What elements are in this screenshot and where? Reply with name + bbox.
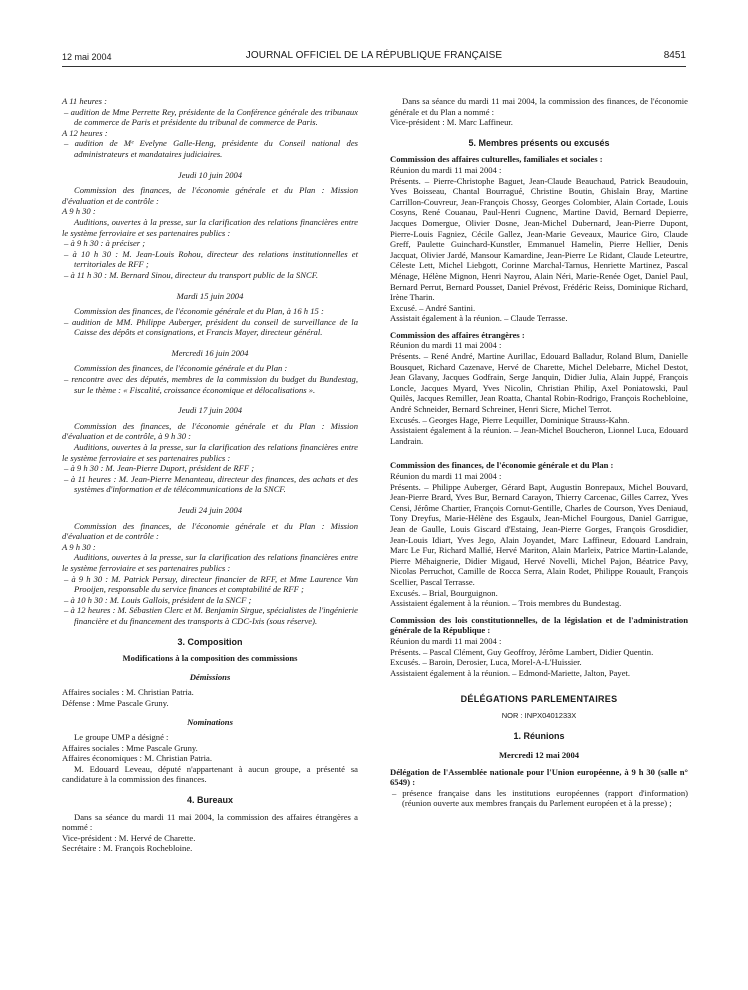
section-heading: 1. Réunions [513,731,565,742]
paragraph: – rencontre avec des députés, membres de la commission du budget du Bundestag, sur le thème : « Fiscalité, croissance économique et délocalisations ». [64,374,358,395]
paragraph: Secrétaire : M. François Rochebloine. [62,843,193,854]
date-heading: Jeudi 24 juin 2004 [177,505,243,515]
paragraph: Assistaient également à la réunion. – Trois membres du Bundestag. [390,598,622,609]
date-heading: Mercredi 16 juin 2004 [171,347,249,358]
paragraph: – à 10 h 30 : M. Jean-Louis Rohou, directeur des relations institutionnelles et territoriales de RFF ; [64,248,358,270]
commission-heading: Commission des finances, de l'économie générale et du Plan : [390,460,614,471]
paragraph: Auditions, ouvertes à la presse, sur la clarification des relations financières entre le système ferroviaire et ses partenaires publics : [62,216,358,238]
paragraph: Assistaient également à la réunion. – Edmond-Mariette, Jalton, Payet. [390,667,631,678]
delegations-heading: DÉLÉGATIONS PARLEMENTAIRES [460,694,618,705]
paragraph: Commission des finances, de l'économie générale et du Plan : [74,363,288,374]
paragraph: Vice-président : M. Marc Laffineur. [390,117,513,128]
paragraph: Excusés. – Brial, Bourguignon. [390,587,498,598]
date-heading: Jeudi 17 juin 2004 [177,405,243,416]
header-title: JOURNAL OFFICIEL DE LA RÉPUBLIQUE FRANÇAISE [245,50,503,61]
paragraph: – à 9 h 30 : M. Jean-Pierre Duport, président de RFF ; [64,463,255,474]
section-heading: 4. Bureaux [186,795,234,806]
paragraph: Affaires sociales : M. Christian Patria. [62,687,194,698]
commission-heading: Commission des lois constitutionnelles, de la législation et de l'administration générale de la République : [390,614,688,636]
paragraph: Présents. – René André, Martine Aurillac, Edouard Balladur, Roland Blum, Danielle Bousquet, Richard Cazenave, Hervé de Charette, Michel Delebarre, Michel Destot, Jean Glavany, Jacques Godfrain, Serge Janquin, Didier Julia, Alain Juppé, François Loncle, Jacques Myard, Yves Nicolin, Christian Philip, Axel Poniatowski, Paul Quilès, Jacques Remiller, Jean Roatta, Chantal Robin-Rodrigo, François Rochebloine, André Schneider, Bernard Schreiner, Henri Sicre, Michel Terrot. [390,351,688,415]
paragraph: Présents. – Pierre-Christophe Baguet, Jean-Claude Beauchaud, Patrick Beaudouin, Yves Boisseau, Chantal Bourragué, Christine Boutin, Ghislain Bray, Martine Carrillon-Couvreur, Jean-François Chossy, Georges Colombier, Alain Cortade, Louis Cosyns, René Couanau, Paul-Henri Cugnenc, Martine David, Bernard Depierre, Jacques Domergue, Olivier Dosne, Jean-Michel Dubernard, Jean-Pierre Dupont, Pierre-Louis Fagniez, Cécile Gallez, Jean-Marie Geveaux, Maurice Giro, Claude Greff, Paulette Guinchard-Kunstler, Emmanuel Hamelin, Pierre Hellier, Denis Jacquat, Olivier Jardé, Mansour Kamardine, Jean-Pierre Le Ridant, Claude Leteurtre, Céleste Lett, Michel Liebgott, Corinne Marchal-Tarnus, Henriette Martinez, Pascal Ménage, Hélène Mignon, Henri Nayrou, Alain Néri, Marie-Renée Oget, Daniel Paul, Bernard Perrut, Bernard Pousset, Daniel Prévost, Frédéric Reiss, Dominique Richard, Irène Tharin. [390,175,688,303]
paragraph: – à 9 h 30 : M. Patrick Persuy, directeur financier de RFF, et Mme Laurence Van Prooijen, responsable du service finances et comptabilité de RFF ; [64,573,358,595]
paragraph: A 12 heures : [62,127,108,138]
date-heading: Jeudi 10 juin 2004 [177,169,243,180]
paragraph: A 9 h 30 : [62,206,96,217]
paragraph: Excusé. – André Santini. [390,302,476,313]
subsection-italic-heading: Nominations [187,716,233,727]
section-heading: 5. Membres présents ou excusés [468,137,610,148]
paragraph: – audition de Mme Perrette Rey, présidente de la Conférence générale des tribunaux de commerce de Paris et présidente du tribunal de commerce de Paris. [64,106,358,128]
paragraph: Défense : Mme Pascale Gruny. [62,697,169,708]
date-heading: Mercredi 12 mai 2004 [498,750,580,761]
commission-heading: Délégation de l'Assemblée nationale pour l'Union européenne, à 9 h 30 (salle n° 6549) : [390,766,688,788]
date-heading: Mardi 15 juin 2004 [176,290,244,301]
paragraph: Affaires sociales : Mme Pascale Gruny. [62,742,198,753]
paragraph: – présence française dans les institutions européennes (rapport d'information) (réunion ouverte aux membres français du Parlement européen et à la presse) ; [392,787,688,809]
paragraph: Dans sa séance du mardi 11 mai 2004, la commission des finances, de l'économie générale et du Plan a nommé : [390,96,688,117]
paragraph: – audition de MM. Philippe Auberger, président du conseil de surveillance de la Caisse des dépôts et consignations, et Francis Mayer, directeur général. [64,316,358,338]
paragraph: – à 12 heures : M. Sébastien Clerc et M. Benjamin Sirgue, spécialistes de l'ingénierie financière et du financement des transports à CDC-Ixis (sous réserve). [64,605,358,626]
left-column [62,96,358,854]
paragraph: – à 10 h 30 : M. Louis Gallois, président de la SNCF ; [64,594,252,605]
paragraph: Réunion du mardi 11 mai 2004 : [390,164,502,175]
header-rule [62,66,686,67]
spacer [390,446,688,454]
subsection-heading: Modifications à la composition des commissions [122,653,298,664]
paragraph: Auditions, ouvertes à la presse, sur la clarification des relations financières entre le système ferroviaire et ses partenaires publics : [62,442,358,463]
paragraph: – à 9 h 30 : à préciser ; [64,238,146,249]
right-column [390,96,688,809]
paragraph: A 11 heures : [62,96,107,106]
paragraph: – audition de Mᵉ Evelyne Galle-Heng, présidente du Conseil national des administrateurs et mandataires judiciaires. [64,138,358,159]
subsection-italic-heading: Démissions [189,671,231,682]
paragraph: Le groupe UMP a désigné : [74,732,169,743]
paragraph: Affaires économiques : M. Christian Patria. [62,753,212,764]
paragraph: Excusés. – Baroin, Derosier, Luca, Morel-A-L'Huissier. [390,657,582,668]
paragraph: Excusés. – Georges Hage, Pierre Lequiller, Dominique Strauss-Kahn. [390,414,630,425]
paragraph: Assistait également à la réunion. – Claude Terrasse. [390,313,568,324]
paragraph: Présents. – Pascal Clément, Guy Geoffroy, Jérôme Lambert, Didier Quentin. [390,646,654,657]
section-heading: 3. Composition [177,636,243,647]
paragraph: Vice-président : M. Hervé de Charette. [62,832,196,843]
paragraph: Réunion du mardi 11 mai 2004 : [390,635,502,646]
paragraph: M. Edouard Leveau, député n'appartenant à aucun groupe, a présenté sa candidature à la commission des finances. [62,763,358,785]
paragraph: Commission des finances, de l'économie générale et du Plan, à 16 h 15 : [74,306,324,317]
paragraph: Commission des finances, de l'économie générale et du Plan : Mission d'évaluation et de contrôle, à 9 h 30 : [62,420,358,442]
paragraph: A 9 h 30 : [62,541,96,552]
paragraph: Commission des finances, de l'économie générale et du Plan : Mission d'évaluation et de contrôle : [62,185,358,206]
paragraph: Assistaient également à la réunion. – Jean-Michel Boucheron, Lionnel Luca, Edouard Landrain. [390,425,688,446]
paragraph: Réunion du mardi 11 mai 2004 : [390,471,502,481]
page-number: 8451 [663,50,686,61]
paragraph: Réunion du mardi 11 mai 2004 : [390,340,502,351]
page-header [62,50,686,64]
paragraph: Présents. – Philippe Auberger, Gérard Bapt, Augustin Bonrepaux, Michel Bouvard, Jean-Pierre Brard, Yves Bur, Bernard Carayon, Thierry Carcenac, Gilles Carrez, Yves Censi, Jérôme Chartier, François Cornut-Gentille, Charles de Courson, Yves Deniaud, Tony Dreyfus, Marie-Hélène des Esgaulx, Jean-Michel Fourgous, Daniel Garrigue, Jean de Gaulle, Louis Giscard d'Estaing, Jean-Pierre Gorges, François Grosdidier, Jean-Louis Idiart, Yves Jego, Alain Joyandet, Marc Laffineur, Edouard Landrain, Marc Le Fur, Richard Mallié, Hervé Mariton, Alain Marleix, Patrice Martin-Lalande, Pierre Méhaignerie, Didier Migaud, Hervé Novelli, Michel Pajon, Béatrice Pavy, Nicolas Perruchot, Camille de Rocca Serra, Alain Rodet, Philippe Rouault, François Scellier, Pascal Terrasse. [390,481,688,587]
commission-heading: Commission des affaires étrangères : [390,329,525,340]
paragraph: – à 11 heures : M. Jean-Pierre Menanteau, directeur des finances, des achats et des systèmes d'information et de télécommunications de la SNCF. [64,473,358,495]
paragraph: – à 11 h 30 : M. Bernard Sinou, directeur du transport public de la SNCF. [64,269,318,280]
paragraph: Commission des finances, de l'économie générale et du Plan : Mission d'évaluation et de contrôle : [62,520,358,542]
paragraph: Auditions, ouvertes à la presse, sur la clarification des relations financières entre le système ferroviaire et ses partenaires publics : [62,552,358,573]
commission-heading: Commission des affaires culturelles, familiales et sociales : [390,154,603,165]
nor-reference: NOR : INPX0401233X [501,710,577,720]
paragraph: Dans sa séance du mardi 11 mai 2004, la commission des affaires étrangères a nommé : [62,811,358,833]
header-date: 12 mai 2004 [62,52,112,62]
